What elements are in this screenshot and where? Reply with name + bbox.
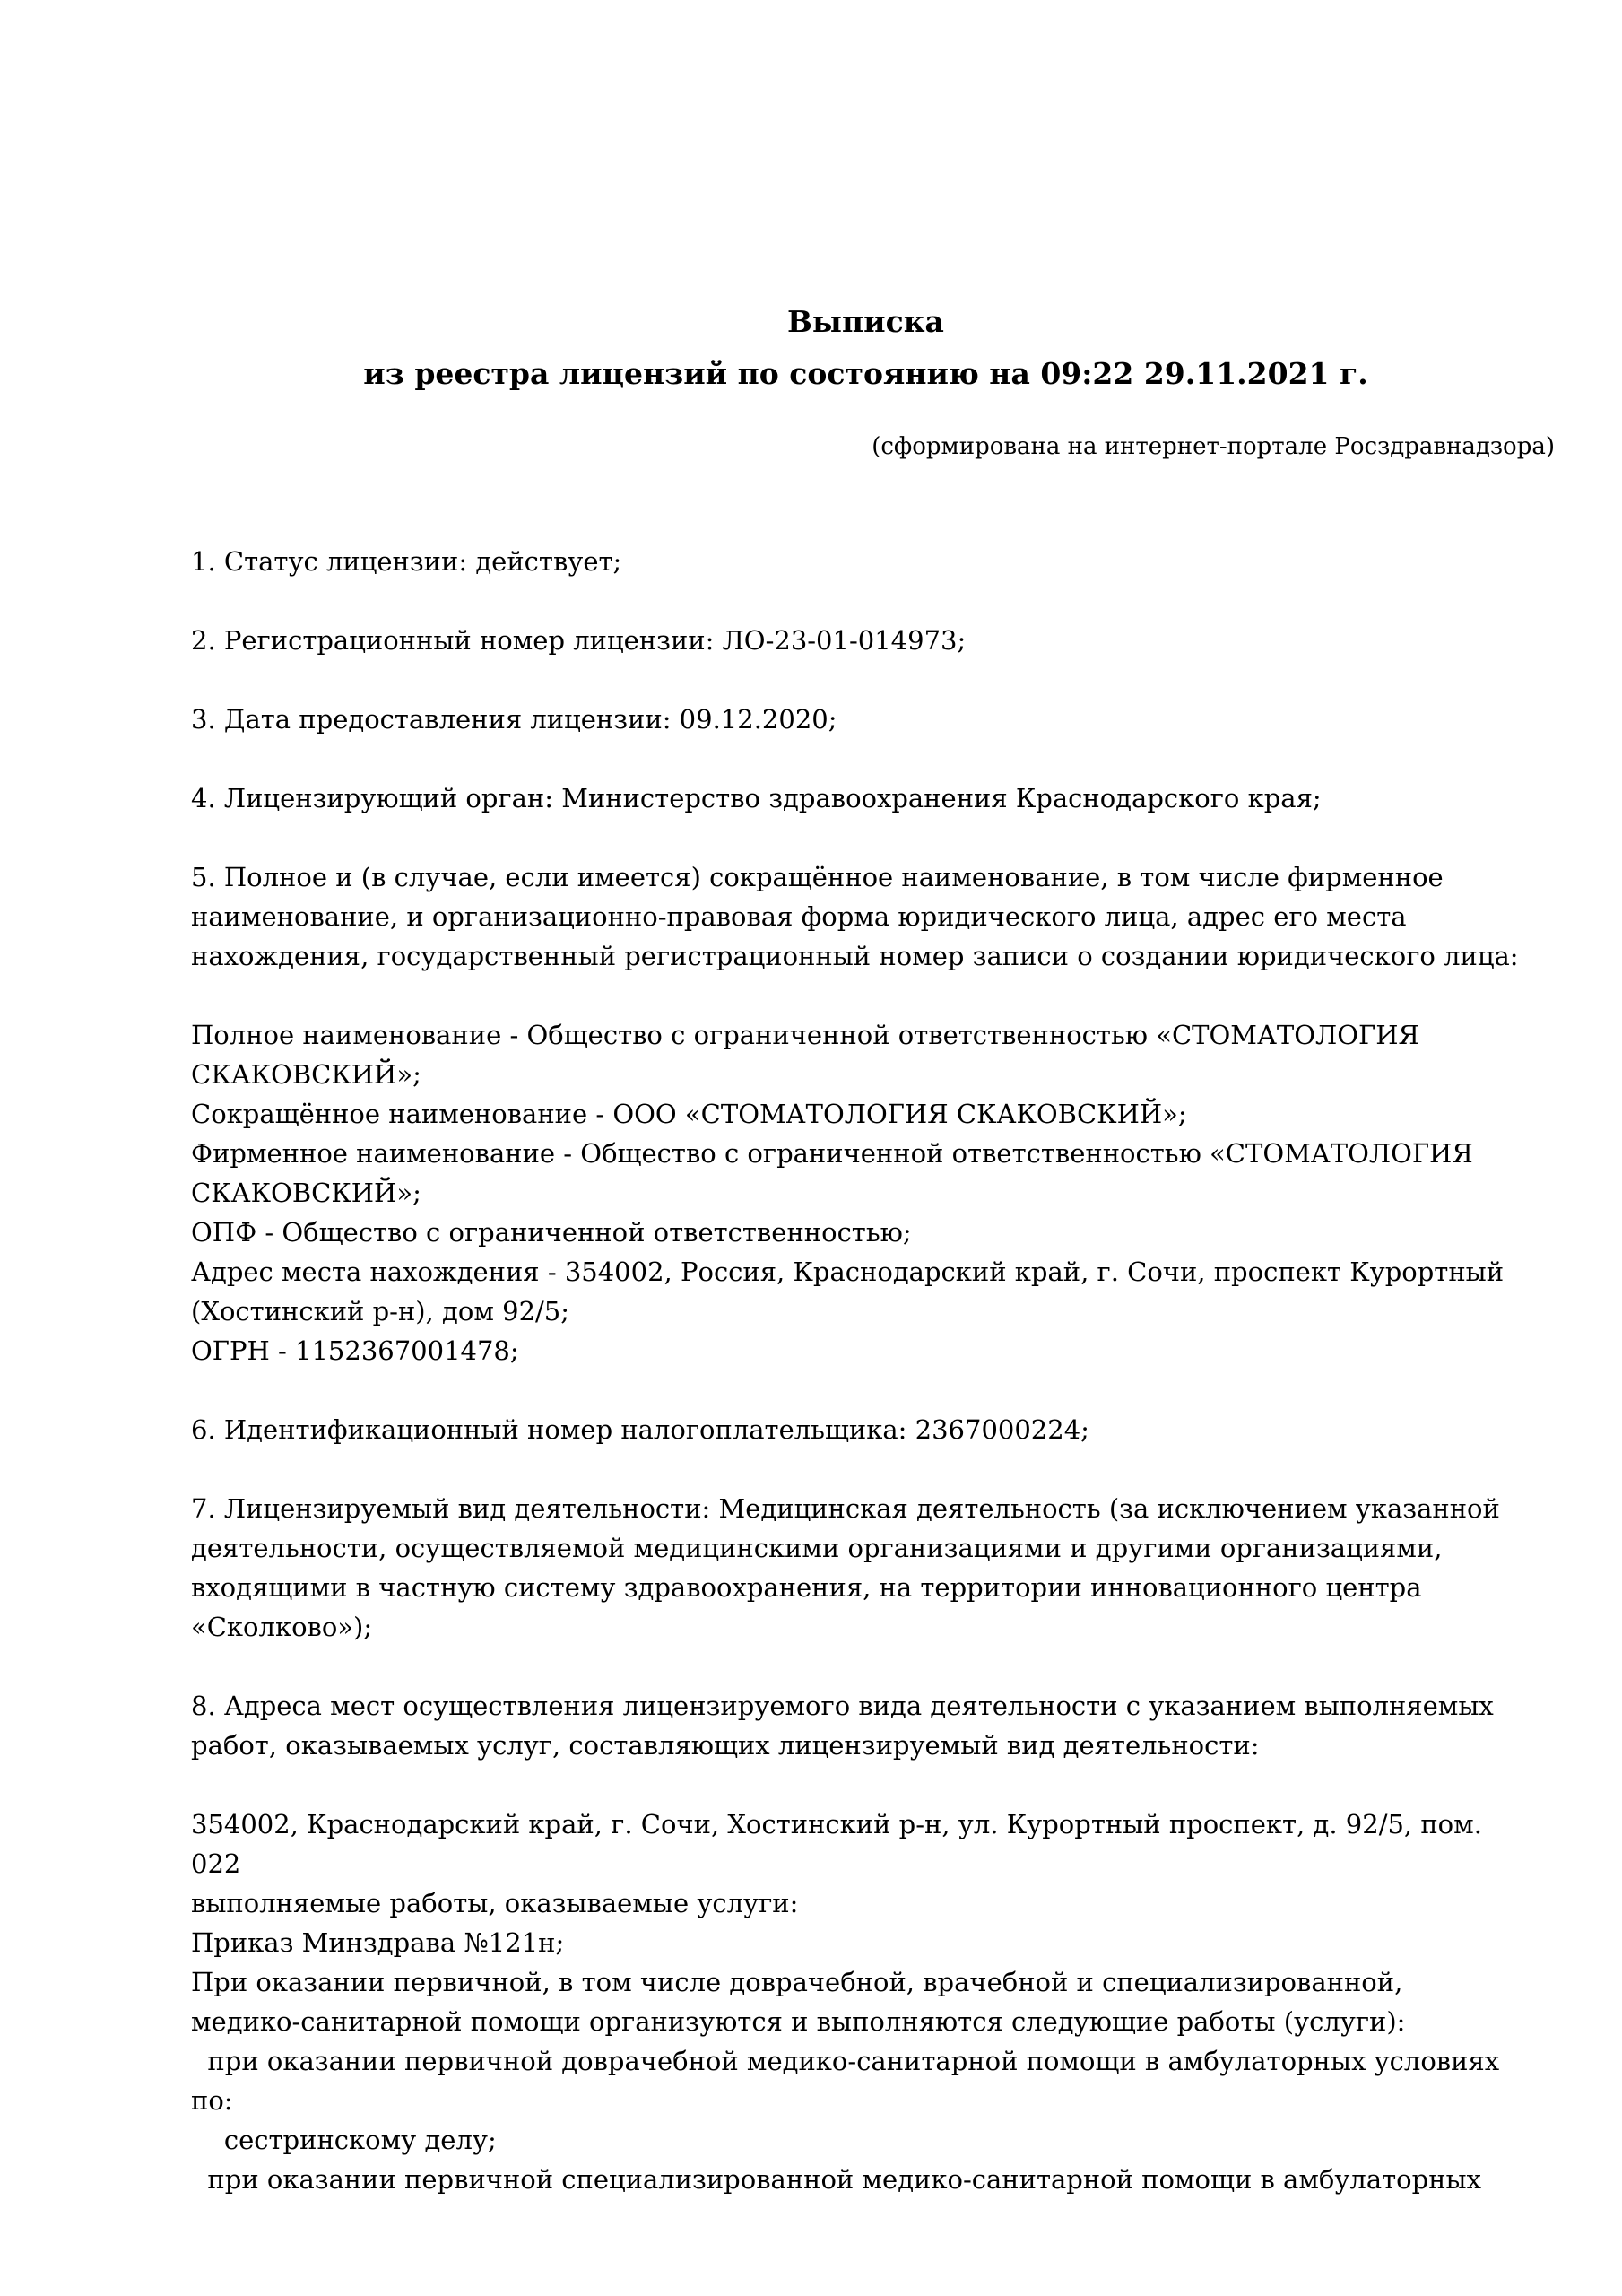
licensed-activity-paragraph <box>191 1489 1545 1647</box>
text-line: 3. Дата предоставления лицензии: 09.12.2020; <box>191 704 837 735</box>
license-status-paragraph <box>191 542 1545 581</box>
registration-number-paragraph <box>191 621 1545 660</box>
text-line: (Хостинский р-н), дом 92/5; <box>191 1296 570 1326</box>
taxpayer-id-paragraph <box>191 1410 1545 1449</box>
document-subtitle: (сформирована на интернет-портале Росздравнадзора) <box>872 433 1555 460</box>
licensing-authority-paragraph <box>191 778 1545 818</box>
text-line: СКАКОВСКИЙ»; <box>191 1178 421 1208</box>
text-line: 354002, Краснодарский край, г. Сочи, Хостинский р-н, ул. Курортный проспект, д. 92/5, пом. <box>191 1809 1482 1839</box>
text-line: выполняемые работы, оказываемые услуги: <box>191 1888 799 1918</box>
text-line: наименование, и организационно-правовая форма юридического лица, адрес его места <box>191 901 1407 932</box>
text-line: медико-санитарной помощи организуются и выполняются следующие работы (услуги): <box>191 2006 1406 2037</box>
text-line: Сокращённое наименование - ООО «СТОМАТОЛОГИЯ СКАКОВСКИЙ»; <box>191 1099 1187 1129</box>
document-title <box>191 296 1540 400</box>
organization-naming-heading-paragraph <box>191 857 1545 976</box>
text-line: сестринскому делу; <box>191 2125 497 2155</box>
grant-date-paragraph <box>191 700 1545 739</box>
activity-addresses-heading-paragraph <box>191 1686 1545 1765</box>
text-line: по: <box>191 2085 233 2116</box>
text-line: 8. Адреса мест осуществления лицензируемого вида деятельности с указанием выполняемых <box>191 1691 1494 1721</box>
text-line: При оказании первичной, в том числе доврачебной, врачебной и специализированной, <box>191 1967 1403 1997</box>
text-line: деятельности, осуществляемой медицинскими организациями и другими организациями, <box>191 1533 1443 1563</box>
document-title-line1: Выписка <box>787 304 944 339</box>
text-line: ОПФ - Общество с ограниченной ответственностью; <box>191 1217 912 1248</box>
text-line: при оказании первичной специализированной медико-санитарной помощи в амбулаторных <box>191 2164 1481 2195</box>
text-line: входящими в частную систему здравоохранения, на территории инновационного центра <box>191 1572 1422 1603</box>
text-line: Приказ Минздрава №121н; <box>191 1927 565 1958</box>
text-line: 1. Статус лицензии: действует; <box>191 546 622 577</box>
text-line: «Сколково»); <box>191 1612 373 1642</box>
document-body <box>191 542 1545 2199</box>
text-line: 4. Лицензирующий орган: Министерство здравоохранения Краснодарского края; <box>191 783 1322 813</box>
text-line: 6. Идентификационный номер налогоплательщика: 2367000224; <box>191 1414 1089 1445</box>
text-line: 2. Регистрационный номер лицензии: ЛО-23-01-014973; <box>191 625 967 656</box>
text-line: 022 <box>191 1848 241 1879</box>
activity-address-details-paragraph <box>191 1805 1545 2199</box>
text-line: ОГРН - 1152367001478; <box>191 1335 519 1366</box>
organization-details-paragraph <box>191 1015 1545 1370</box>
text-line: СКАКОВСКИЙ»; <box>191 1059 421 1090</box>
text-line: Фирменное наименование - Общество с ограниченной ответственностью «СТОМАТОЛОГИЯ <box>191 1138 1473 1169</box>
text-line: Полное наименование - Общество с ограниченной ответственностью «СТОМАТОЛОГИЯ <box>191 1020 1419 1050</box>
text-line: 5. Полное и (в случае, если имеется) сокращённое наименование, в том числе фирменное <box>191 862 1444 892</box>
text-line: при оказании первичной доврачебной медико-санитарной помощи в амбулаторных условиях <box>191 2046 1500 2076</box>
text-line: нахождения, государственный регистрационный номер записи о создании юридического лица: <box>191 941 1519 971</box>
text-line: работ, оказываемых услуг, составляющих лицензируемый вид деятельности: <box>191 1730 1260 1761</box>
text-line: 7. Лицензируемый вид деятельности: Медицинская деятельность (за исключением указанной <box>191 1493 1500 1524</box>
text-line: Адрес места нахождения - 354002, Россия, Краснодарский край, г. Сочи, проспект Курортный <box>191 1257 1505 1287</box>
document-title-line2: из реестра лицензий по состоянию на 09:22 29.11.2021 г. <box>363 356 1368 391</box>
